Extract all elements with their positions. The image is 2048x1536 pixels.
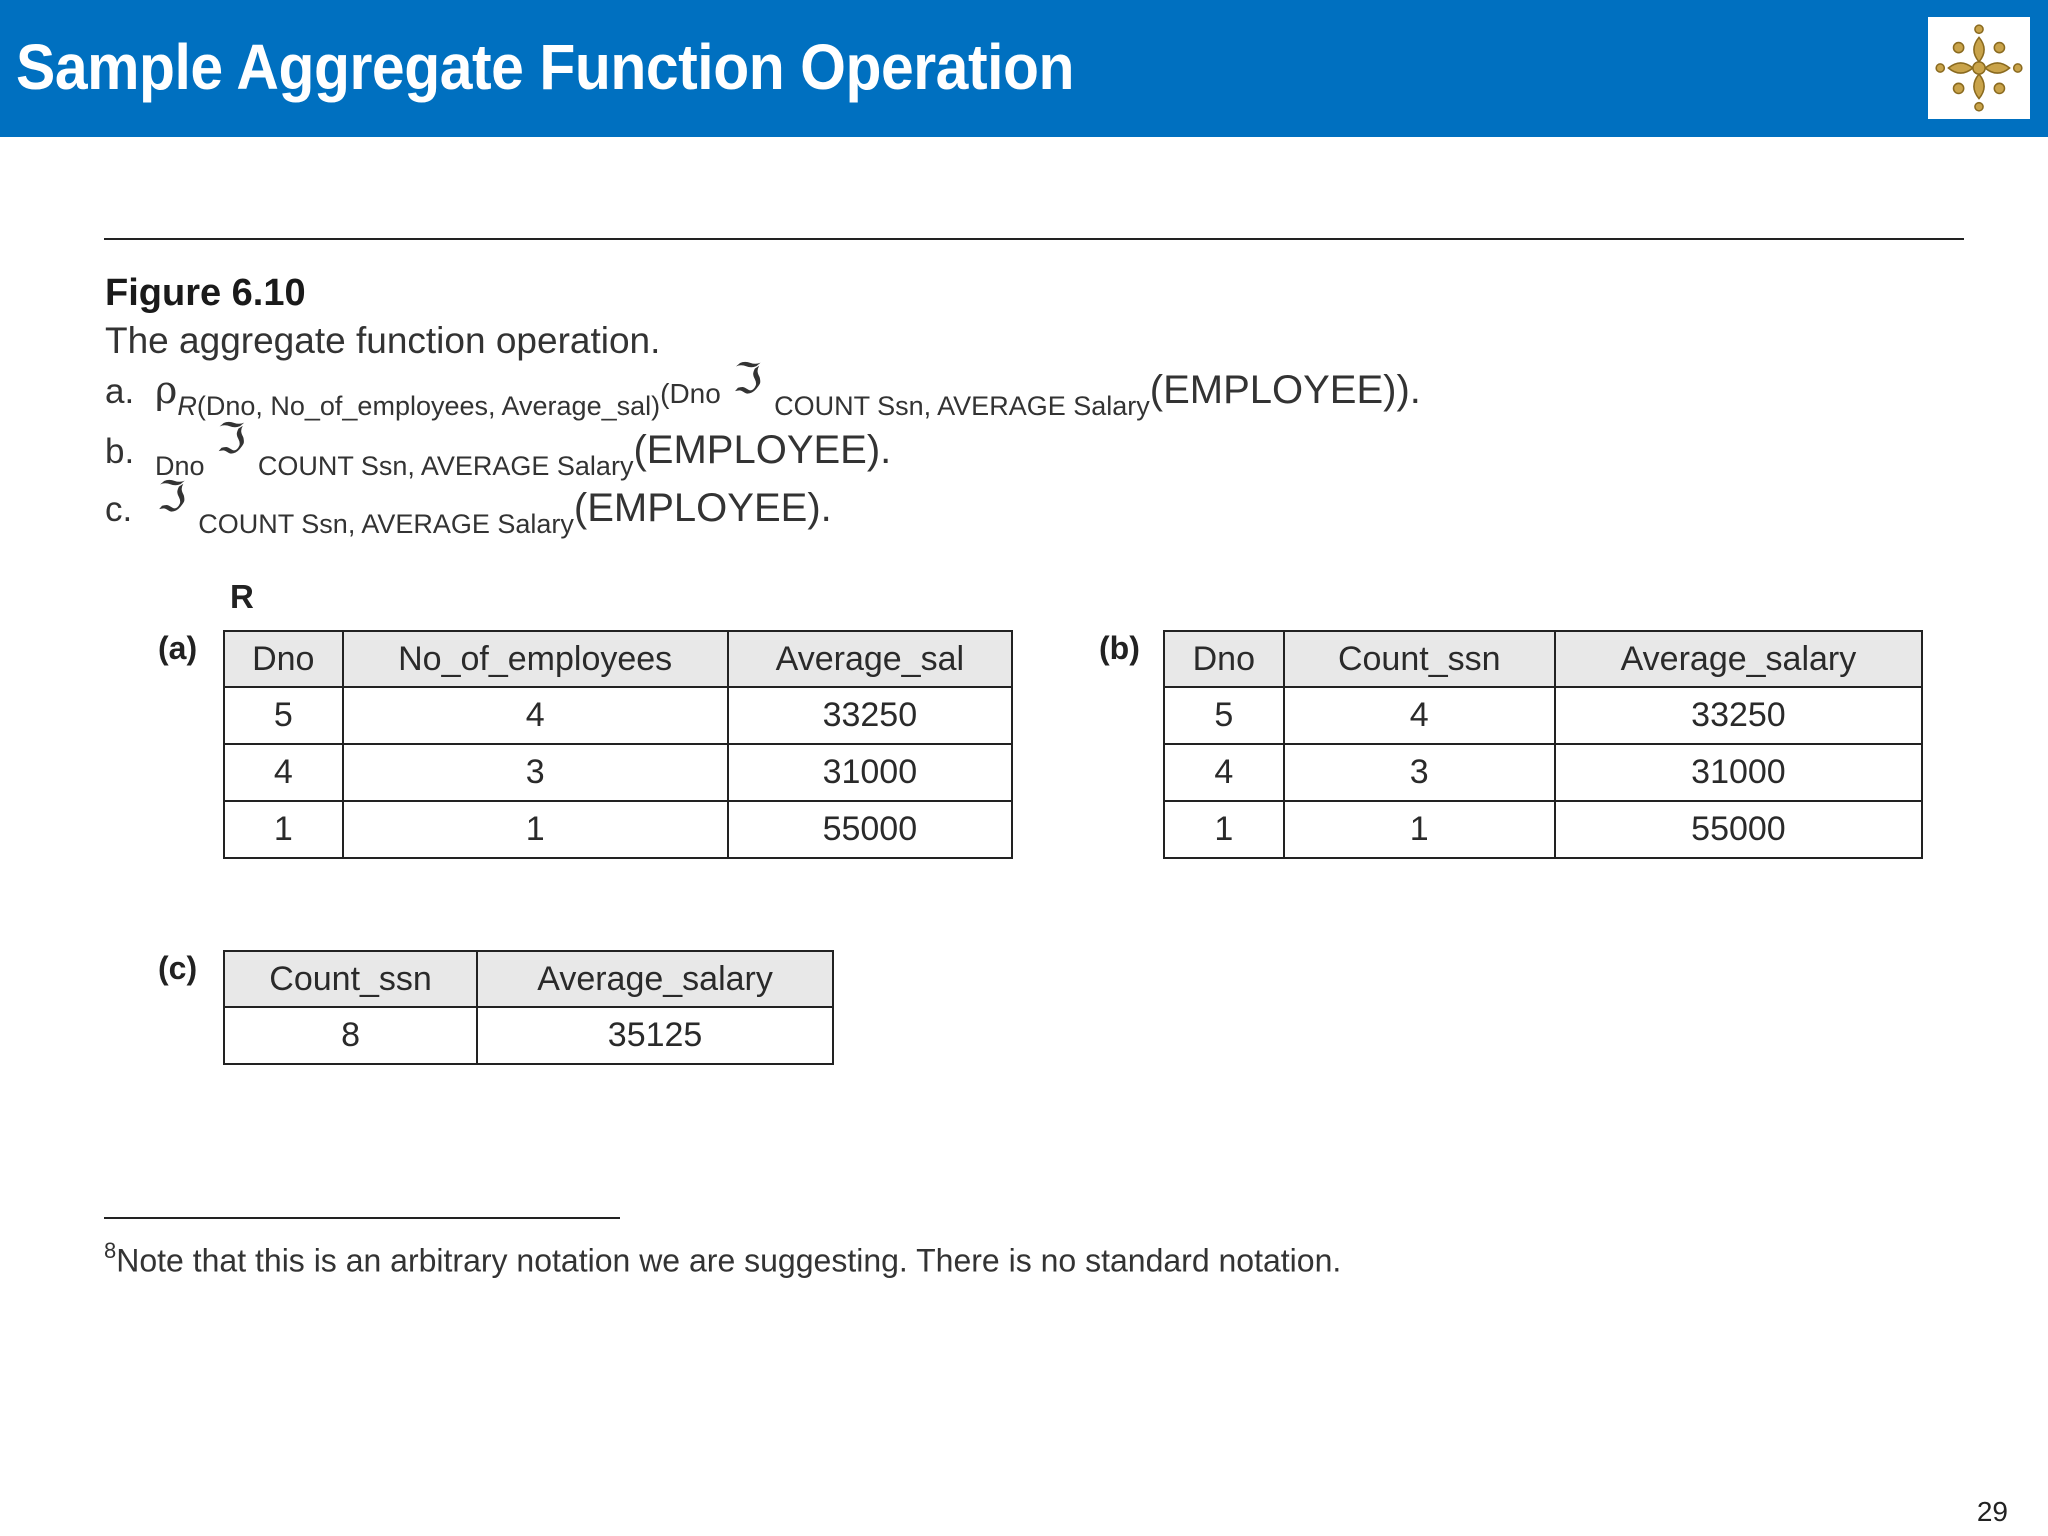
grouping-attribute: Dno	[155, 451, 205, 481]
column-header: Dno	[1164, 631, 1284, 687]
aggregate-symbol: ℑ	[216, 414, 246, 463]
ornamental-cross-logo-icon	[1928, 17, 2030, 119]
grouping-attribute: Dno	[669, 378, 721, 409]
table-cell: 33250	[728, 687, 1012, 744]
table-row	[224, 744, 1012, 801]
table-b	[1163, 630, 1923, 859]
table-cell: 33250	[1555, 687, 1922, 744]
aggregate-symbol: ℑ	[732, 354, 763, 403]
expression-letter: a.	[105, 372, 135, 411]
part-label-b: (b)	[1099, 630, 1140, 666]
relation-label-r: R	[230, 578, 254, 615]
footnote-text: Note that this is an arbitrary notation we are suggesting. There is no standard notation.	[116, 1242, 1342, 1279]
table-cell: 5	[224, 687, 343, 744]
title-bar	[0, 0, 2048, 137]
table-row	[224, 687, 1012, 744]
figure-caption: The aggregate function operation.	[105, 320, 661, 361]
table-cell: 3	[343, 744, 728, 801]
table-header-row	[224, 951, 833, 1007]
table-a	[223, 630, 1013, 859]
table-cell: 31000	[1555, 744, 1922, 801]
table-c	[223, 950, 834, 1065]
expression-letter: b.	[105, 432, 135, 471]
table-cell: 4	[224, 744, 343, 801]
rename-attribute-list: (Dno, No_of_employees, Average_sal)	[196, 391, 661, 421]
table-row	[1164, 744, 1922, 801]
table-cell: 4	[343, 687, 728, 744]
page-number: 29	[1976, 1496, 2008, 1527]
column-header: No_of_employees	[343, 631, 728, 687]
table-cell: 3	[1284, 744, 1555, 801]
relation-operand: (EMPLOYEE)).	[1149, 368, 1421, 412]
column-header: Count_ssn	[224, 951, 477, 1007]
footnote	[104, 1240, 1341, 1280]
table-cell: 5	[1164, 687, 1284, 744]
table-row	[1164, 687, 1922, 744]
part-label-c: (c)	[158, 950, 198, 986]
table-cell: 35125	[477, 1007, 833, 1064]
logo	[1928, 17, 2030, 119]
function-list: COUNT Ssn, AVERAGE Salary	[257, 451, 634, 481]
table-cell: 55000	[728, 801, 1012, 858]
table-cell: 31000	[728, 744, 1012, 801]
table-cell: 55000	[1555, 801, 1922, 858]
column-header: Average_sal	[728, 631, 1012, 687]
aggregate-symbol: ℑ	[157, 472, 187, 521]
table-header-row	[1164, 631, 1922, 687]
column-header: Average_salary	[477, 951, 833, 1007]
table-cell: 1	[1164, 801, 1284, 858]
rho-symbol: ρ	[155, 368, 178, 412]
expression-letter: c.	[105, 490, 133, 529]
expression-c	[105, 472, 832, 539]
table-row	[224, 801, 1012, 858]
table-cell: 1	[1284, 801, 1555, 858]
renamed-relation: R	[177, 391, 197, 421]
slide-title: Sample Aggregate Function Operation	[16, 31, 1075, 103]
part-label-a: (a)	[158, 630, 198, 666]
open-paren: (	[660, 378, 670, 409]
table-cell: 1	[343, 801, 728, 858]
column-header: Count_ssn	[1284, 631, 1555, 687]
function-list: COUNT Ssn, AVERAGE Salary	[198, 509, 574, 539]
table-cell: 1	[224, 801, 343, 858]
table-row	[1164, 801, 1922, 858]
function-list: COUNT Ssn, AVERAGE Salary	[774, 391, 1150, 421]
relation-operand: (EMPLOYEE).	[633, 428, 892, 472]
column-header: Dno	[224, 631, 343, 687]
table-header-row	[224, 631, 1012, 687]
table-cell: 4	[1284, 687, 1555, 744]
expression-a	[105, 354, 1421, 421]
table-cell: 8	[224, 1007, 477, 1064]
column-header: Average_salary	[1555, 631, 1922, 687]
figure-label: Figure 6.10	[105, 272, 306, 314]
table-row	[224, 1007, 833, 1064]
footnote-rule	[104, 1217, 620, 1219]
relation-operand: (EMPLOYEE).	[573, 486, 832, 530]
expression-b	[105, 414, 892, 481]
footnote-marker: 8	[104, 1238, 117, 1263]
table-cell: 4	[1164, 744, 1284, 801]
figure-top-rule	[104, 238, 1964, 240]
